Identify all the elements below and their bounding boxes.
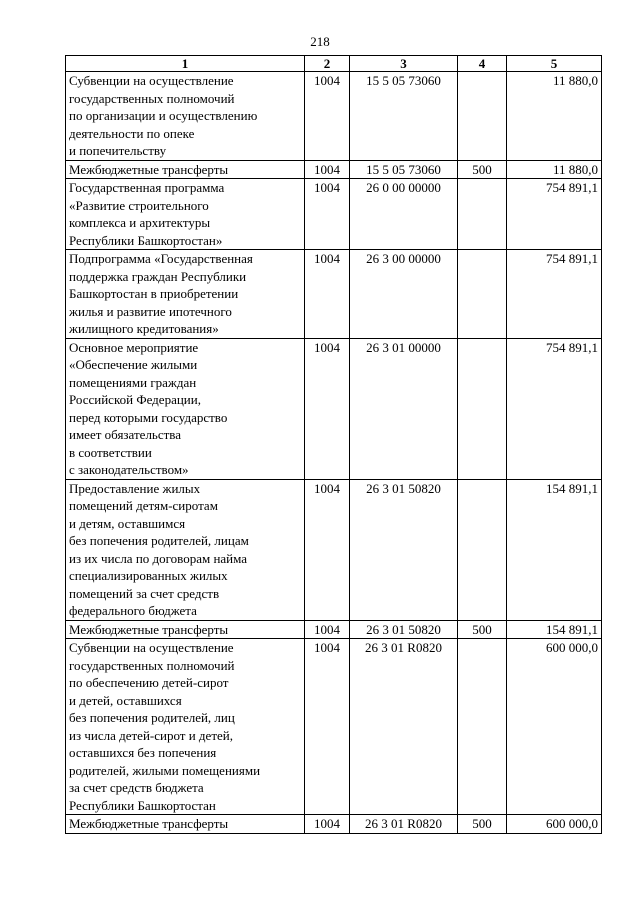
row-sum-cell: 600 000,0	[507, 639, 602, 815]
row-name-line: государственных полномочий	[69, 657, 235, 673]
row-name-line: жилищного кредитования»	[69, 321, 219, 336]
header-col-3: 3	[350, 56, 458, 72]
row-name-line: «Развитие строительного	[69, 197, 209, 213]
row-name-line: жилья и развитие ипотечного	[69, 303, 232, 319]
row-name-line: Основное мероприятие	[69, 339, 199, 355]
row-name-line: помещений за счет средств	[69, 585, 220, 601]
row-name-line: помещениями граждан	[69, 374, 197, 390]
table-row	[66, 160, 602, 179]
row-section-cell: 1004	[305, 639, 350, 815]
table-row	[66, 338, 602, 479]
row-name-cell	[66, 620, 305, 639]
row-name-line: Республики Башкортостан»	[69, 232, 223, 248]
row-name-line: без попечения родителей, лиц	[69, 710, 235, 725]
row-type-cell	[458, 179, 507, 250]
row-name-line: помещений детям-сиротам	[69, 498, 218, 513]
row-name-line: и детям, оставшимся	[69, 515, 186, 531]
row-name-cell	[66, 250, 305, 339]
row-code-cell: 26 3 01 R0820	[350, 815, 458, 834]
row-name-line: по организации и осуществлению	[69, 108, 258, 123]
row-name-line: деятельности по опеке	[69, 125, 195, 141]
row-sum-cell: 754 891,1	[507, 338, 602, 479]
row-name-cell	[66, 160, 305, 179]
row-sum-cell: 11 880,0	[507, 160, 602, 179]
row-sum-cell: 754 891,1	[507, 250, 602, 339]
row-sum-cell: 600 000,0	[507, 815, 602, 834]
row-name-cell	[66, 479, 305, 620]
row-name-line: Субвенции на осуществление	[69, 640, 234, 655]
row-name-line: имеет обязательства	[69, 427, 182, 442]
row-name-line: специализированных жилых	[69, 568, 228, 583]
header-col-1: 1	[66, 56, 305, 72]
row-code-cell: 26 0 00 00000	[350, 179, 458, 250]
row-type-cell	[458, 639, 507, 815]
table-row	[66, 815, 602, 834]
row-name-line: родителей, жилыми помещениями	[69, 762, 261, 778]
row-code-cell: 26 3 00 00000	[350, 250, 458, 339]
row-name-line: в соответствии	[69, 444, 152, 460]
table-row	[66, 620, 602, 639]
row-name-line: комплекса и архитектуры	[69, 215, 211, 230]
row-code-cell: 15 5 05 73060	[350, 72, 458, 161]
header-row	[66, 56, 602, 72]
table-row	[66, 179, 602, 250]
row-type-cell: 500	[458, 620, 507, 639]
row-code-cell: 26 3 01 50820	[350, 479, 458, 620]
row-section-cell: 1004	[305, 479, 350, 620]
row-name-line: Башкортостан в приобретении	[69, 286, 239, 301]
row-type-cell	[458, 479, 507, 620]
row-name-line: по обеспечению детей-сирот	[69, 675, 229, 690]
row-name-line: и детей, оставшихся	[69, 692, 182, 708]
row-section-cell: 1004	[305, 620, 350, 639]
row-name-cell	[66, 72, 305, 161]
row-name-line: оставшихся без попечения	[69, 745, 217, 760]
row-name-line: Межбюджетные трансферты	[69, 816, 229, 831]
row-name-line: Российской Федерации,	[69, 392, 201, 407]
row-name-line: Подпрограмма «Государственная	[69, 251, 253, 266]
row-name-line: «Обеспечение жилыми	[69, 357, 198, 372]
row-name-line: за счет средств бюджета	[69, 780, 204, 795]
table-body	[66, 72, 602, 834]
row-type-cell	[458, 338, 507, 479]
row-type-cell: 500	[458, 815, 507, 834]
row-section-cell: 1004	[305, 72, 350, 161]
row-sum-cell: 154 891,1	[507, 479, 602, 620]
row-section-cell: 1004	[305, 815, 350, 834]
row-name-cell	[66, 338, 305, 479]
row-name-cell	[66, 179, 305, 250]
row-name-line: Межбюджетные трансферты	[69, 621, 229, 637]
row-name-line: из числа детей-сирот и детей,	[69, 727, 233, 743]
row-code-cell: 15 5 05 73060	[350, 160, 458, 179]
table-row	[66, 72, 602, 161]
row-name-line: перед которыми государство	[69, 409, 228, 425]
row-section-cell: 1004	[305, 179, 350, 250]
row-sum-cell: 754 891,1	[507, 179, 602, 250]
row-section-cell: 1004	[305, 160, 350, 179]
row-section-cell: 1004	[305, 338, 350, 479]
header-col-4: 4	[458, 56, 507, 72]
row-name-line: с законодательством»	[69, 462, 189, 477]
row-section-cell: 1004	[305, 250, 350, 339]
row-name-line: федерального бюджета	[69, 603, 197, 618]
row-name-line: Республики Башкортостан	[69, 797, 216, 813]
row-code-cell: 26 3 01 50820	[350, 620, 458, 639]
table-row	[66, 479, 602, 620]
row-name-line: поддержка граждан Республики	[69, 268, 247, 284]
row-name-line: Межбюджетные трансферты	[69, 161, 229, 177]
page-number: 218	[310, 34, 330, 49]
row-code-cell: 26 3 01 R0820	[350, 639, 458, 815]
row-name-line: Предоставление жилых	[69, 480, 201, 496]
row-name-line: Государственная программа	[69, 180, 225, 195]
row-sum-cell: 11 880,0	[507, 72, 602, 161]
row-code-cell: 26 3 01 00000	[350, 338, 458, 479]
row-name-line: из их числа по договорам найма	[69, 550, 248, 566]
row-name-cell	[66, 815, 305, 834]
row-name-line: государственных полномочий	[69, 90, 235, 106]
table-row	[66, 639, 602, 815]
header-col-2: 2	[305, 56, 350, 72]
row-name-line: без попечения родителей, лицам	[69, 533, 249, 548]
row-type-cell: 500	[458, 160, 507, 179]
row-sum-cell: 154 891,1	[507, 620, 602, 639]
row-type-cell	[458, 72, 507, 161]
row-name-cell	[66, 639, 305, 815]
row-name-line: и попечительству	[69, 143, 167, 158]
row-type-cell	[458, 250, 507, 339]
budget-table	[65, 55, 602, 834]
header-col-5: 5	[507, 56, 602, 72]
table-row	[66, 250, 602, 339]
row-name-line: Субвенции на осуществление	[69, 73, 234, 88]
